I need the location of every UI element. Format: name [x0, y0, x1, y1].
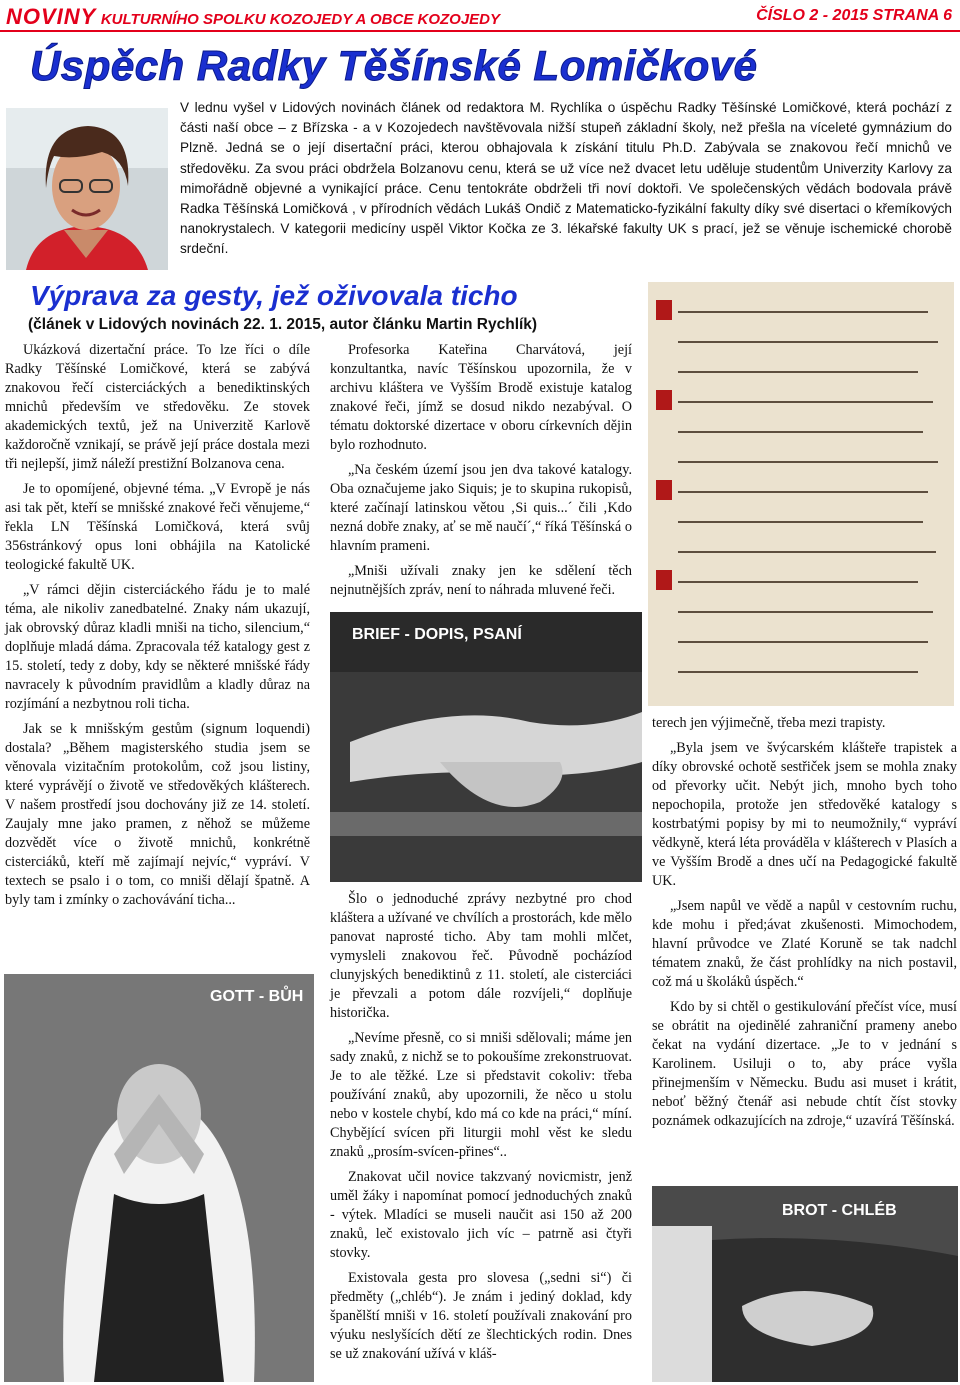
photo-brot-label: BROT - CHLÉB [782, 1202, 897, 1219]
photo-gott [4, 974, 314, 1382]
column-2-continued [330, 890, 632, 1370]
paragraph: „Jsem napůl ve vědě a napůl v cestovním ruchu, kde mohu i před;ávat zkušenosti. Mimochodem, hlavní průvodce ve Zlaté Koruně se tak nadchl tématem znaků, že část prohlídky na nich postavil, což má u školáků úspěch.“ [652, 898, 957, 990]
photo-brot [652, 1186, 958, 1382]
paragraph: „V rámci dějin cisterciáckého řádu je to malé téma, ale nikoliv zanedbatelné. Znaky nám ukazují, jak obrovský důraz kladli mniši na ticho, silencium,“ doplňuje mladá dáma. Zpracovala též katalogy gest z 15. století, tedy z doby, kdy se některé mnišské řády navracely k původním pravidlům a kladly důraz na rozjímání a nezbytnou roli ticha. [5, 582, 310, 712]
paragraph: Ukázková dizertační práce. To lze říci o díle Radky Těšínské Lomičkové, která se zabývá znakovou řečí cisterciáckých a benediktinských mnichů především ve středověku. Ze stovek akademických textů, jež na Univerzitě Karlově každoročně vznikají, se právě její práce dostala mezi tři nejlepší, jimž náleží prestižní Bolzanova cena. [5, 342, 310, 472]
page-title: Úspěch Radky Těšínské Lomičkové [30, 42, 758, 89]
masthead-publication: KULTURNÍHO SPOLKU KOZOJEDY A OBCE KOZOJEDY [100, 11, 501, 28]
paragraph: „Byla jsem ve švýcarském klášteře trapistek a díky obrovské ochotě sestřiček jsem se mohla znaky od převorky učit. Nebýt jich, mnoho bych toho nepochopila, protože jen středověké katalogy s kostrbatými popisy by mi to neumožnily,“ vypráví vědkyně, která léta prováděla v klášterech v Plasích a ve Vyšším Brodě a dnes učí na Pedagogické fakultě UK. [652, 740, 957, 889]
column-3 [652, 714, 957, 1137]
paragraph: „Mniši užívali znaky jen ke sdělení těch nejnutnějších zpráv, není to náhrada mluvené řeči. [330, 563, 632, 598]
photo-brief [330, 612, 642, 882]
paragraph: Šlo o jednoduché zprávy nezbytné pro chod kláštera a užívané ve chvílích a prostorách, kde mělo panovat naprosté ticho. Aby tam mohli mlčet, vymysleli znakovou řeč. Původně pocházíod clunyjských benediktinů z 11. století, ale cisterciáci je převzali a potom dále rozvíjeli,“ doplňuje historička. [330, 891, 632, 1021]
column-2 [330, 341, 632, 606]
intro-text: V lednu vyšel v Lidových novinách článek od redaktora M. Rychlíka o úspěchu Radky Těšínské Lomičkové, která pochází z části naší obce – z Břízska - a v Kozojedech navštěvovala nižší stupeň základní školy, než přešla na víceleté gymnázium do Plzně. Jedná se o její disertační práci, kterou obhajovala k získání titulu Ph.D. Zabývala se znakovou řečí mnichů ve středověku. Za svou práci obdržela Bolzanovu cenu, která se už více než dvacet letu uděluje studentům Univerzity Karlovy za mimořádně objevné a vynikající práce. Cenu tentokráte obdrželi tři noví doktoři. Ve společenských vědách bodovala právě Radka Těšínská Lomičková , v přírodních vědách Lukáš Ondič z Matematicko-fyzikální fakulty díky své disertaci o křemíkových nanokrystalech. V kategorii medicíny uspěl Viktor Kočka ze 3. lékařské fakulty UK s prací, jež se věnuje ischemické chorobě srdeční. [180, 100, 952, 257]
article-byline: (článek v Lidových novinách 22. 1. 2015, autor článku Martin Rychlík) [28, 316, 538, 333]
paragraph: Jak se k mnišským gestům (signum loquendi) dostala? „Během magisterského studia jsem se věnovala vizitačním protokolům, což jsou listiny, které vyprávějí o životě ve středověkých klášterech. V našem prostředí jsou dochovány již ze 14. století. Zaujaly mne jako pramen, z něhož se můžeme dozvědět více o životě mnichů, konkrétně cisterciáků, kteří mě zajímají nejvíc,“ vypráví. V textech se psalo i o tom, co mniši dělají špatně. A byly tam i zmínky o zachovávání ticha... [5, 721, 310, 908]
paragraph: terech jen výjimečně, třeba mezi trapisty. [652, 715, 886, 731]
paragraph: Profesorka Kateřina Charvátová, její konzultantka, navíc Těšínskou upozornila, že v archivu kláštera ve Vyšším Brodě existuje katalog znakové řeči, jímž se dosud nikdo nezabýval. O tématu doktorské dizertace v oboru církevních dějin bylo rozhodnuto. [330, 342, 632, 453]
paragraph: Je to opomíjené, objevné téma. „V Evropě je nás asi tak pět, kteří se mnišské znakové řeči věnujeme,“ řekla LN Těšínská Lomičková, která svůj 356stránkový opus loni obhájila na Katolické teologické fakultě UK. [5, 481, 310, 573]
masthead-noviny: NOVINY [6, 4, 97, 29]
paragraph: Kdo by si chtěl o gestikulování přečíst více, musí se obrátit na ojedinělé zahraniční prameny anebo čekat na vydání dizertace. „Je to v jednání s Karolinem. Usiluji o to, aby práce vyšla přinejmenším v Německu. Budu asi muset i krátit, neboť běžný čtenář asi nebude chtít číst stovky poznámek odkazujících na zdroje,“ uzavírá Těšínská. [652, 999, 957, 1129]
photo-brief-label: BRIEF - DOPIS, PSANÍ [352, 626, 522, 643]
paragraph: Znakovat učil novice takzvaný novicmistr, jenž uměl žáky i napomínat pomocí jednoduchých znaků - výtek. Mladíci se museli naučit asi 150 až 200 znaků, leč existovalo jich víc – patrně asi čtyři stovky. [330, 1169, 632, 1261]
paragraph: „Na českém území jsou jen dva takové katalogy. Oba označujeme jako Siquis; je to skupina rukopisů, které začínají latinskou větou ‚Si quis...´ čili ‚Kdo nezná dobře znaky, ať se mě naučí´,“ říká Těšínská o hlavním prameni. [330, 462, 632, 554]
paragraph: „Nevíme přesně, co si mniši sdělovali; máme jen sady znaků, z nichž se to pokoušíme zrekonstruovat. Je to ale těžké. Lze si představit cokoliv: třeba používání znaků, aby upozornili, že něco u stolu nebo v kostele chybí, kdo má co kde na práci,“ míní. Chybějící svícen při liturgii mohl věst ke sledu znaků „prosím-svícen-přines“.. [330, 1030, 632, 1160]
paragraph: Existovala gesta pro slovesa („sedni si“) či předměty („chléb“). Je znám i jediný doklad, kdy španělští mniši v 16. století používali znakování pro výuku neslyšících dětí ze šlechtických rodin. Dnes se už znakování užívá v kláš- [330, 1270, 632, 1362]
manuscript-image [648, 282, 954, 706]
header-rule [0, 30, 960, 32]
column-1 [5, 341, 310, 916]
article-title: Výprava za gesty, jež oživovala ticho [30, 280, 518, 311]
photo-gott-label: GOTT - BŮH [210, 988, 304, 1005]
masthead [6, 4, 500, 30]
portrait-photo [6, 108, 168, 270]
issue-info: ČÍSLO 2 - 2015 STRANA 6 [756, 7, 952, 24]
